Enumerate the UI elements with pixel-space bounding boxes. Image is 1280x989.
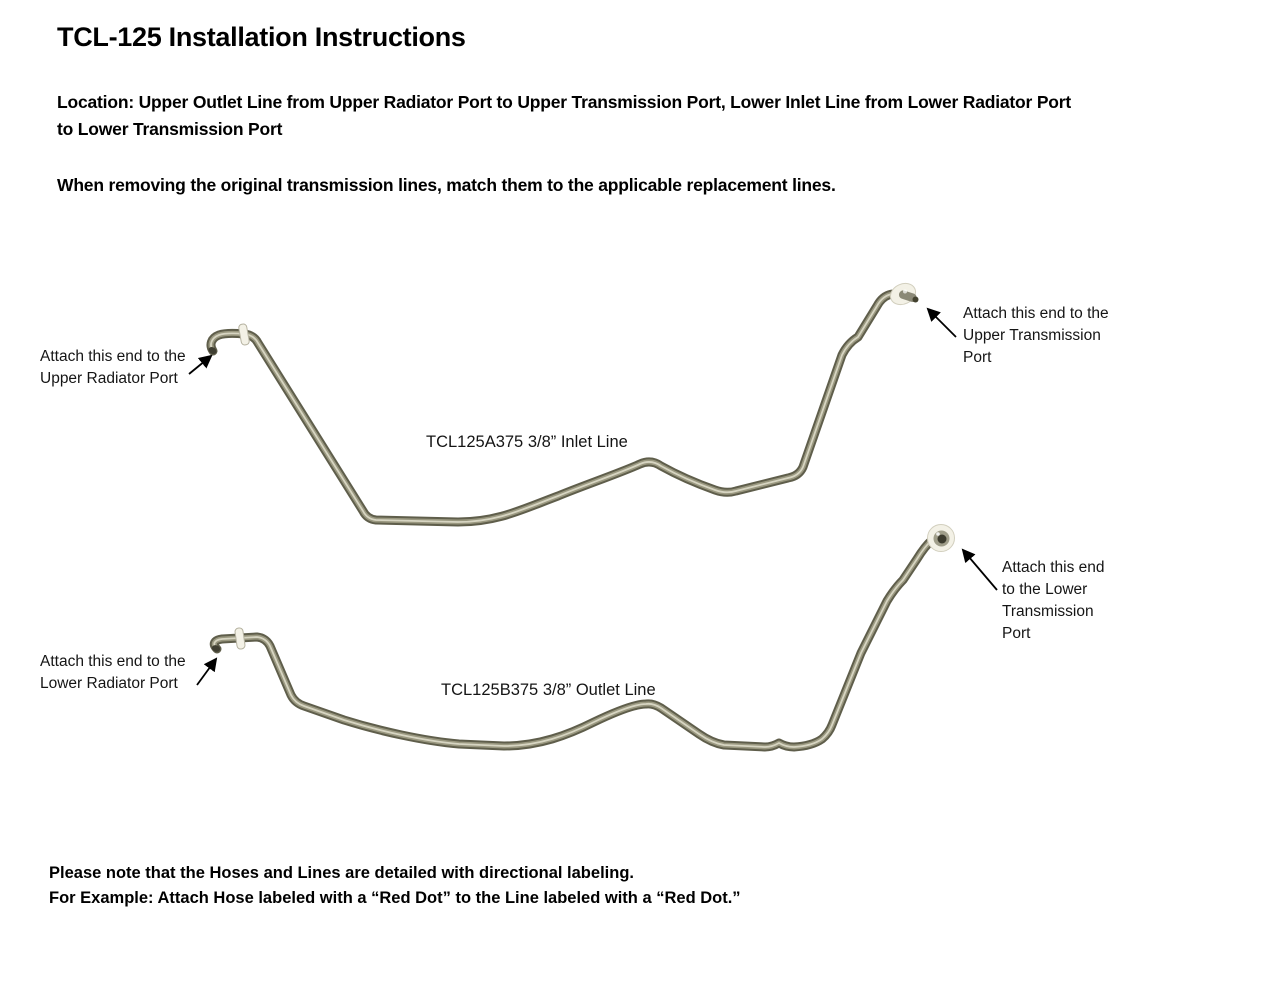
- lower-transmission-arrow-icon: [963, 550, 997, 590]
- location-note: [57, 89, 1071, 143]
- lower-radiator-arrow-icon: [197, 659, 216, 685]
- inlet-flare-ring: [238, 323, 250, 345]
- callout-upper-radiator-line1: Attach this end to the: [40, 348, 186, 365]
- upper-transmission-arrow-icon: [928, 309, 956, 337]
- callout-upper-radiator-line2: Upper Radiator Port: [40, 370, 178, 387]
- callout-lower-transmission-line3: Transmission: [1002, 603, 1094, 620]
- callout-lower-transmission-line4: Port: [1002, 625, 1031, 642]
- callout-lower-radiator: [40, 651, 186, 695]
- location-note-line1: Location: Upper Outlet Line from Upper Radiator Port to Upper Transmission Port, Lower Inlet Line from Lower Radiator Port: [57, 92, 1072, 112]
- footer-note-line1: Please note that the Hoses and Lines are detailed with directional labeling.: [49, 864, 634, 882]
- callout-lower-transmission: [1002, 557, 1105, 645]
- removal-note: When removing the original transmission lines, match them to the applicable replacement lines.: [57, 175, 836, 195]
- callout-upper-radiator: [40, 346, 186, 390]
- callout-lower-radiator-line1: Attach this end to the: [40, 653, 186, 670]
- inlet-transmission-fitting: [887, 279, 919, 308]
- inlet-line-part-label: TCL125A375 3/8” Inlet Line: [426, 433, 628, 451]
- footer-note: [49, 861, 741, 911]
- location-note-line2: to Lower Transmission Port: [57, 119, 283, 139]
- outlet-line-tube-image: [211, 525, 955, 748]
- inlet-line-tube-image: [207, 279, 919, 522]
- callout-upper-transmission-line1: Attach this end to the: [963, 305, 1109, 322]
- footer-note-line2: For Example: Attach Hose labeled with a “Red Dot” to the Line labeled with a “Red Dot.”: [49, 889, 741, 907]
- upper-radiator-arrow-icon: [189, 356, 211, 374]
- callout-upper-transmission-line2: Upper Transmission: [963, 327, 1101, 344]
- callout-upper-transmission: [963, 303, 1109, 369]
- callout-lower-transmission-line2: to the Lower: [1002, 581, 1088, 598]
- callout-lower-transmission-line1: Attach this end: [1002, 559, 1105, 576]
- callout-upper-transmission-line3: Port: [963, 349, 992, 366]
- callout-lower-radiator-line2: Lower Radiator Port: [40, 675, 178, 692]
- outlet-line-part-label: TCL125B375 3/8” Outlet Line: [441, 681, 656, 699]
- page-title: TCL-125 Installation Instructions: [57, 22, 466, 52]
- outlet-flare-ring: [235, 628, 246, 650]
- outlet-transmission-fitting: [928, 525, 955, 552]
